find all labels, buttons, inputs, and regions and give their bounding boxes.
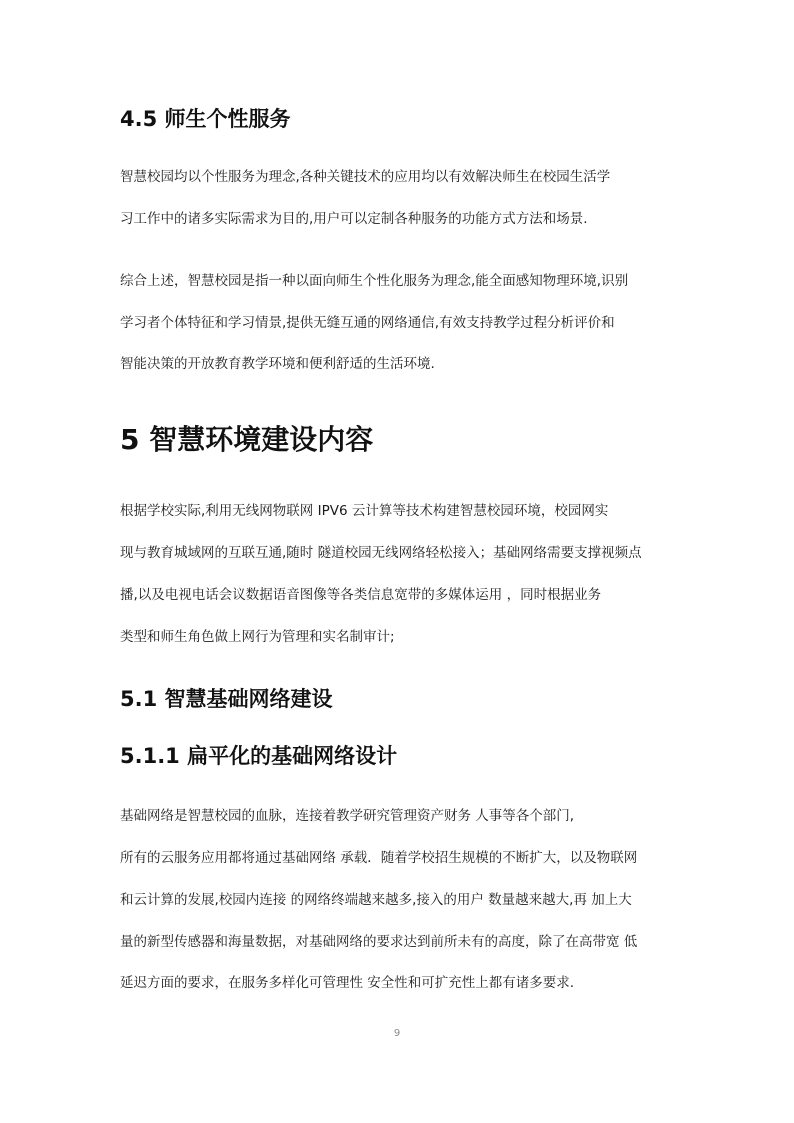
paragraph-line: 播,以及电视电话会议数据语音图像等各类信息宽带的多媒体运用 ，同时根据业务 xyxy=(120,587,602,603)
paragraph-line: 智能决策的开放教育教学环境和便利舒适的生活环境. xyxy=(120,356,435,372)
heading-5-1-1: 5.1.1 扁平化的基础网络设计 xyxy=(120,744,398,768)
paragraph-line: 现与教育城域网的互联互通,随时 隧道校园无线网络轻松接入；基础网络需要支撑视频点 xyxy=(120,545,642,561)
paragraph-line: 量的新型传感器和海量数据，对基础网络的要求达到前所未有的高度，除了在高带宽 低 xyxy=(120,934,638,950)
paragraph-line: 学习者个体特征和学习情景,提供无缝互通的网络通信,有效支持教学过程分析评价和 xyxy=(120,315,615,331)
paragraph-line: 基础网络是智慧校园的血脉，连接着教学研究管理资产财务 人事等各个部门, xyxy=(120,808,575,824)
paragraph-line: 智慧校园均以个性服务为理念,各种关键技术的应用均以有效解决师生在校园生活学 xyxy=(120,169,611,185)
paragraph-line: 综合上述，智慧校园是指一种以面向师生个性化服务为理念,能全面感知物理环境,识别 xyxy=(120,273,629,289)
page-number: 9 xyxy=(393,1028,401,1039)
heading-5: 5 智慧环境建设内容 xyxy=(120,423,374,456)
heading-5-1: 5.1 智慧基础网络建设 xyxy=(120,687,333,711)
paragraph-line: 类型和师生角色做上网行为管理和实名制审计; xyxy=(120,629,395,645)
paragraph-line: 和云计算的发展,校园内连接 的网络终端越来越多,接入的用户 数量越来越大,再 加上大 xyxy=(120,892,632,908)
paragraph-line: 所有的云服务应用都将通过基础网络 承载．随着学校招生规模的不断扩大，以及物联网 xyxy=(120,850,638,866)
paragraph-line: 习工作中的诸多实际需求为目的,用户可以定制各种服务的功能方式方法和场景. xyxy=(120,211,588,227)
paragraph-line: 延迟方面的要求，在服务多样化可管理性 安全性和可扩充性上都有诸多要求. xyxy=(120,975,575,991)
heading-4-5: 4.5 师生个性服务 xyxy=(120,107,291,131)
paragraph-line: 根据学校实际,利用无线网物联网 IPV6 云计算等技术构建智慧校园环境，校园网实 xyxy=(120,503,609,519)
